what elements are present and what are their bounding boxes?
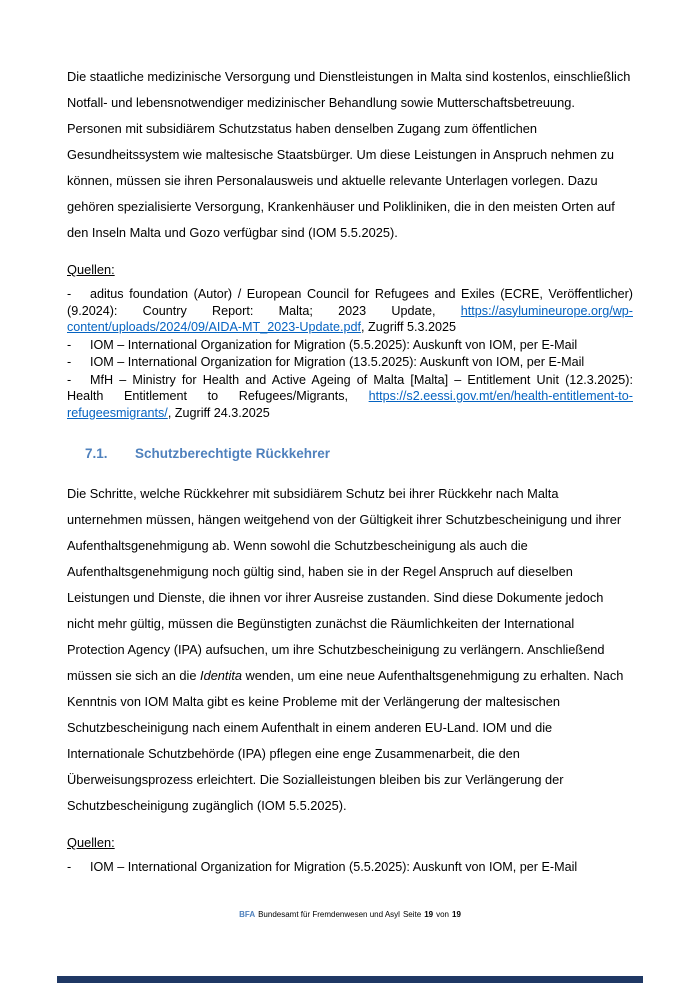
italic-term: Identita — [200, 668, 242, 683]
bullet-dash: - — [67, 355, 72, 369]
section-heading — [67, 445, 633, 463]
paragraph-text: wenden, um eine neue Aufenthaltsgenehmigung zu erhalten. Nach Kenntnis von IOM Malta gibt es keine Probleme mit der Verlängerung der maltesischen Schutzbescheinigung nach einem Aufenthalt in einem anderen EU-Land. IOM und die Internationale Schutzbehörde (IPA) pflegen eine enge Zusammenarbeit, die den Überweisungsprozess erleichtert. Die Sozialleistungen bleiben bis zur Verlängerung der Schutzbescheinigung zugänglich (IOM 5.5.2025). — [67, 668, 624, 813]
sources-label: Quellen: — [67, 262, 115, 277]
source-item — [67, 286, 633, 336]
page-footer — [0, 910, 700, 920]
source-link[interactable]: https://asylumineurope.org/wp-content/uploads/2024/09/AIDA-MT_2023-Update.pdf — [67, 303, 633, 334]
footer-page-total: 19 — [452, 910, 461, 919]
source-item — [67, 337, 633, 354]
source-text: IOM – International Organization for Migration (5.5.2025): Auskunft von IOM, per E-Mail — [90, 860, 578, 874]
source-item — [67, 354, 633, 371]
footer-bar — [57, 976, 643, 983]
bullet-dash: - — [67, 287, 72, 301]
sources-label: Quellen: — [67, 835, 115, 850]
footer-of-label: von — [436, 910, 449, 919]
paragraph-text: Die Schritte, welche Rückkehrer mit subsidiärem Schutz bei ihrer Rückkehr nach Malta unternehmen müssen, hängen weitgehend von der Gültigkeit ihrer Schutzbescheinigung und ihrer Aufenthaltsgenehmigung ab. Wenn sowohl die Schutzbescheinigung als auch die Aufenthaltsgenehmigung noch gültig sind, haben sie in der Regel Anspruch auf dieselben Leistungen und Dienste, die ihnen vor ihrer Ausreise zustanden. Sind diese Dokumente jedoch nicht mehr gültig, müssen die Begünstigten zunächst die Räumlichkeiten der International Protection Agency (IPA) aufsuchen, um ihre Schutzbescheinigung zu verlängern. Anschließend müssen sie sich an die — [67, 486, 622, 683]
source-text: IOM – International Organization for Migration (5.5.2025): Auskunft von IOM, per E-Mail — [90, 337, 578, 352]
sources-list — [67, 286, 633, 421]
footer-page-number: 19 — [424, 910, 434, 919]
bullet-dash: - — [67, 337, 72, 352]
section-title: Schutzberechtigte Rückkehrer — [135, 446, 331, 461]
source-text: IOM – International Organization for Migration (13.5.2025): Auskunft von IOM, per E-Mail — [90, 355, 585, 369]
paragraph-returnees — [67, 481, 633, 819]
source-item — [67, 859, 633, 876]
section-number: 7.1. — [85, 446, 108, 461]
footer-page-label: Seite — [402, 910, 422, 919]
footer-org-abbr: BFA — [239, 910, 256, 919]
source-text: aditus foundation (Autor) / European Council for Refugees and Exiles (ECRE, Veröffentlicher) (9.2024): Country Report: Malta; 2023 Update, — [67, 287, 633, 318]
source-link[interactable]: https://s2.eessi.gov.mt/en/health-entitlement-to-refugeesmigrants/ — [67, 389, 633, 420]
bullet-dash: - — [67, 860, 72, 874]
bullet-dash: - — [67, 372, 72, 387]
sources-list — [67, 859, 633, 876]
source-text: MfH – Ministry for Health and Active Ageing of Malta [Malta] – Entitlement Unit (12.3.2025): Health Entitlement to Refugees/Migrants, — [67, 372, 633, 403]
source-item — [67, 372, 633, 422]
source-text: , Zugriff 5.3.2025 — [361, 320, 457, 334]
source-text: , Zugriff 24.3.2025 — [167, 405, 270, 420]
paragraph-medical-care: Die staatliche medizinische Versorgung und Dienstleistungen in Malta sind kostenlos, einschließlich Notfall- und lebensnotwendiger medizinischer Behandlung sowie Mutterschaftsbetreuung. Personen mit subsidiärem Schutzstatus haben denselben Zugang zum öffentlichen Gesundheitssystem wie maltesische Staatsbürger. Um diese Leistungen in Anspruch nehmen zu können, müssen sie ihren Personalausweis und aktuelle relevante Unterlagen vorlegen. Dazu gehören spezialisierte Versorgung, Krankenhäuser und Polikliniken, die in den meisten Orten auf den Inseln Malta und Gozo verfügbar sind (IOM 5.5.2025). — [67, 69, 631, 240]
footer-org-name: Bundesamt für Fremdenwesen und Asyl — [258, 910, 400, 919]
